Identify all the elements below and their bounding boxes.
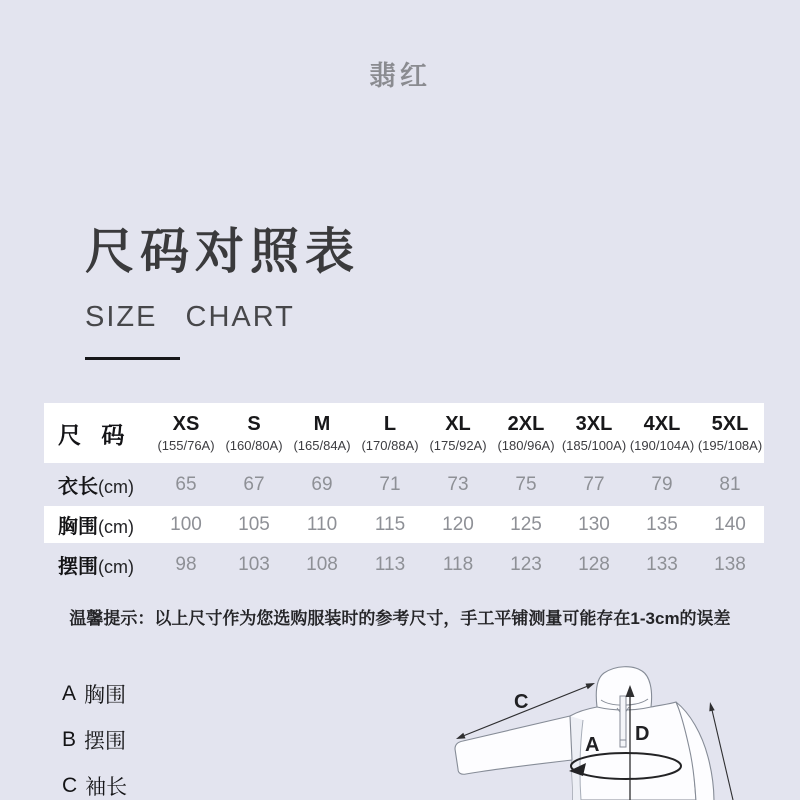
legend-label: 摆围	[84, 730, 127, 753]
value-cell: 69	[311, 473, 333, 495]
size-col: S (160/80A)	[225, 413, 283, 453]
jacket-diagram	[430, 650, 800, 800]
sleeve-arrowhead-c-lower	[456, 733, 466, 739]
value-cell: 110	[306, 513, 338, 535]
right-side-arrow	[712, 710, 733, 800]
page-subtitle: SIZE CHART	[85, 301, 295, 333]
value-cell: 73	[447, 473, 469, 495]
legend-item-chest	[62, 682, 127, 706]
value-cell: 65	[175, 473, 197, 495]
value-cell: 130	[578, 513, 610, 535]
value-cell: 103	[238, 553, 270, 575]
row-label: 衣长(cm)	[58, 476, 134, 498]
value-cell: 128	[578, 553, 610, 575]
legend-key: C	[62, 774, 78, 797]
diagram-label-c: C	[514, 691, 529, 713]
legend-item-sleeve	[62, 774, 127, 798]
size-col: XL (175/92A)	[429, 413, 487, 453]
value-cell: 120	[442, 513, 474, 535]
legend-label: 袖长	[85, 776, 128, 799]
value-cell: 108	[306, 553, 338, 575]
value-cell: 118	[442, 553, 474, 575]
value-cell: 138	[714, 553, 746, 575]
value-cell: 140	[714, 513, 746, 535]
value-cell: 81	[719, 473, 741, 495]
size-col: 2XL (180/96A)	[497, 413, 555, 453]
page-title: 尺码对照表	[85, 225, 361, 279]
value-cell: 123	[510, 553, 542, 575]
jacket-zipper	[620, 696, 626, 747]
row-label: 胸围(cm)	[58, 516, 134, 538]
size-col: 5XL (195/108A)	[697, 413, 763, 453]
measurement-tip: 温馨提示：以上尺寸作为您选购服装时的参考尺寸，手工平铺测量可能存在1-3cm的误差	[69, 609, 731, 628]
value-cell: 75	[515, 473, 537, 495]
jacket-left-sleeve	[455, 716, 572, 774]
right-side-arrowhead	[709, 702, 714, 711]
size-col: 3XL (185/100A)	[561, 413, 627, 453]
size-table-header-row	[44, 403, 764, 463]
table-row-chest	[44, 506, 764, 543]
size-col: 4XL (190/104A)	[629, 413, 695, 453]
diagram-label-a: A	[585, 734, 600, 756]
value-cell: 77	[583, 473, 605, 495]
brand-title: 翡红	[369, 61, 431, 91]
diagram-label-d: D	[635, 723, 650, 745]
sleeve-arrowhead-c-upper	[586, 683, 596, 689]
value-cell: 98	[175, 553, 197, 575]
size-col: L (170/88A)	[361, 413, 419, 453]
size-table	[44, 403, 764, 586]
value-cell: 133	[646, 553, 678, 575]
measurement-legend	[62, 682, 127, 800]
size-col: XS (155/76A)	[157, 413, 215, 453]
value-cell: 79	[651, 473, 673, 495]
size-col: M (165/84A)	[293, 413, 351, 453]
value-cell: 67	[243, 473, 265, 495]
heading-block	[85, 225, 361, 360]
legend-key: B	[62, 728, 77, 751]
row-label: 摆围(cm)	[58, 556, 134, 578]
legend-item-hem	[62, 728, 127, 752]
value-cell: 100	[170, 513, 202, 535]
value-cell: 115	[374, 513, 406, 535]
value-cell: 135	[646, 513, 678, 535]
table-row-hem	[44, 543, 764, 586]
legend-key: A	[62, 682, 77, 705]
value-cell: 125	[510, 513, 542, 535]
value-cell: 113	[374, 553, 406, 575]
value-cell: 105	[238, 513, 270, 535]
value-cell: 71	[379, 473, 401, 495]
size-column-header: 尺 码	[58, 421, 132, 448]
heading-underline	[85, 357, 180, 360]
legend-label: 胸围	[84, 684, 127, 707]
table-row-garment-length	[44, 463, 764, 506]
